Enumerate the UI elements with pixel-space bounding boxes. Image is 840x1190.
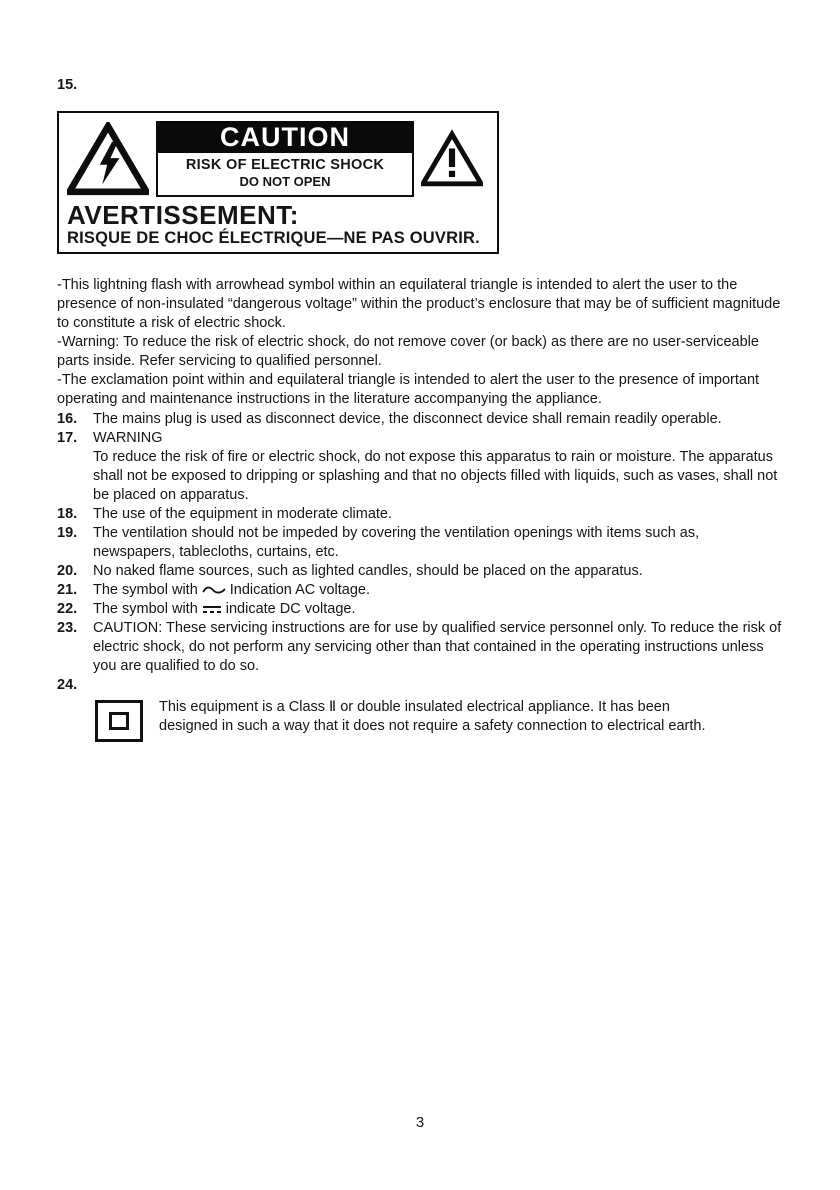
body-paragraph: -This lightning flash with arrowhead symbol within an equilateral triangle is intended to alert the user to the presence of non-insulated “dangerous voltage” within the product’s enclosure that may be of sufficient magnitude to constitute a risk of electric shock. (57, 277, 781, 331)
item-text: This equipment is a Class Ⅱ or double insulated electrical appliance. It has been designed in such a way that it does not require a safety connection to electrical earth. (159, 699, 706, 734)
lightning-bolt-triangle-icon (67, 122, 149, 196)
warning-body: To reduce the risk of fire or electric shock, do not expose this apparatus to rain or moisture. The apparatus shall not be exposed to dripping or splashing and that no objects filled with liquids, such as vases, shall not be placed on apparatus. (93, 449, 778, 503)
item-text: No naked flame sources, such as lighted candles, should be placed on the apparatus. (93, 563, 643, 579)
item-number: 20. (57, 563, 78, 579)
class-ii-inner-square (109, 712, 129, 730)
item-number: 21. (57, 582, 78, 598)
list-item-24 (57, 676, 784, 742)
list-item-20 (57, 562, 784, 581)
list-item-22 (57, 600, 784, 619)
item-number: 23. (57, 620, 78, 636)
item-text: The ventilation should not be impeded by covering the ventilation openings with items such as, newspapers, tablecloths, curtains, etc. (93, 525, 700, 560)
risk-box (156, 153, 414, 197)
avertissement-title: AVERTISSEMENT: (67, 200, 299, 230)
exclamation-triangle-icon (421, 129, 483, 189)
item-text (93, 429, 784, 505)
list-item-16 (57, 410, 784, 429)
risk-line-2: DO NOT OPEN (239, 174, 331, 189)
ac-voltage-wave-icon (202, 585, 226, 595)
page-number: 3 (415, 1114, 425, 1131)
list-item-21 (57, 581, 784, 600)
item-text-post: Indication AC voltage. (229, 582, 371, 598)
list-item-19 (57, 524, 784, 562)
warning-heading: WARNING (93, 430, 163, 446)
dc-voltage-icon (202, 604, 222, 614)
item-text: CAUTION: These servicing instructions are for use by qualified service personnel only. To reduce the risk of electric shock, do not perform any servicing other than that contained in the operating instructions unless you are qualified to do so. (93, 620, 782, 674)
list-item-17 (57, 429, 784, 505)
item-text (93, 581, 784, 600)
item-text: The use of the equipment in moderate climate. (93, 506, 393, 522)
caution-title: CAUTION (156, 121, 414, 153)
item-15-number: 15. (57, 77, 78, 93)
list-item-18 (57, 505, 784, 524)
class-ii-double-insulation-icon (95, 700, 143, 742)
explanation-paragraphs (57, 276, 784, 409)
risk-line-1: RISK OF ELECTRIC SHOCK (185, 157, 385, 173)
item-number: 16. (57, 411, 78, 427)
body-paragraph: -Warning: To reduce the risk of electric shock, do not remove cover (or back) as there are no user-serviceable parts inside. Refer servicing to qualified personnel. (57, 334, 759, 369)
caution-label-top-row (67, 121, 489, 197)
list-item-23 (57, 619, 784, 676)
safety-instructions-list (57, 410, 784, 742)
caution-label (57, 111, 499, 254)
item-text-pre: The symbol with (93, 582, 198, 598)
item-number: 18. (57, 506, 78, 522)
item-number: 19. (57, 525, 78, 541)
item-text (93, 600, 784, 619)
item-number: 24. (57, 677, 78, 693)
item-text-pre: The symbol with (93, 601, 198, 617)
item-text-post: indicate DC voltage. (225, 601, 356, 617)
item-number: 22. (57, 601, 78, 617)
class-ii-row (95, 698, 784, 742)
body-paragraph: -The exclamation point within and equilateral triangle is intended to alert the user to the presence of important operating and maintenance instructions in the literature accompanying the appliance. (57, 372, 760, 407)
item-text: The mains plug is used as disconnect device, the disconnect device shall remain readily operable. (93, 411, 722, 427)
item-number: 17. (57, 430, 78, 446)
caution-center-block (156, 121, 414, 197)
risque-line: RISQUE DE CHOC ÉLECTRIQUE—NE PAS OUVRIR. (67, 229, 480, 247)
